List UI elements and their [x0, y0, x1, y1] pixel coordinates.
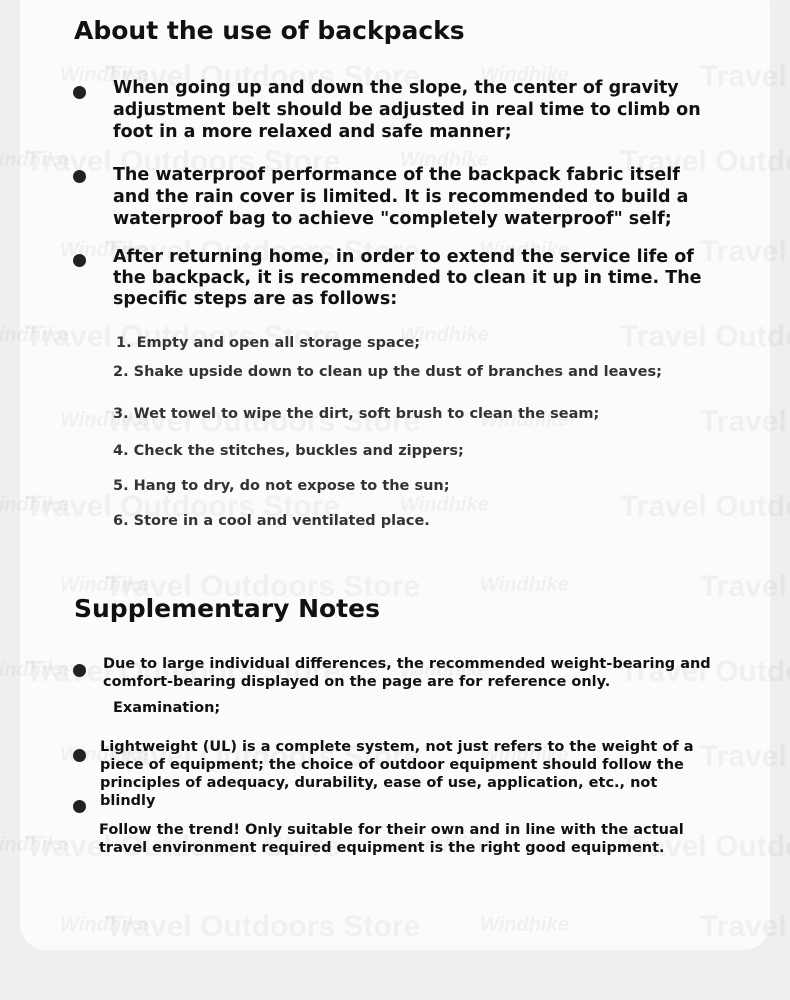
- bullet-text-slope: When going up and down the slope, the center of gravity adjustment belt should be adjusted in real time to climb on foot in a more relaxed and safe manner;: [113, 78, 701, 142]
- cleaning-step: 1. Empty and open all storage space;: [116, 335, 421, 351]
- bullet-text-waterproof: The waterproof performance of the backpack fabric itself and the rain cover is limited. It is recommended to build a waterproof bag to achieve "completely waterproof" self;: [113, 165, 689, 229]
- bullet-icon: [73, 86, 86, 99]
- cleaning-step: 5. Hang to dry, do not expose to the sun;: [113, 478, 450, 494]
- bullet-icon: [73, 749, 86, 762]
- bullet-icon: [73, 170, 86, 183]
- section-title-supplementary: Supplementary Notes: [74, 594, 380, 623]
- note-individual-differences-continued: Examination;: [113, 700, 221, 716]
- note-individual-differences: Due to large individual differences, the recommended weight-bearing and comfort-bearing displayed on the page are for reference only.: [103, 656, 711, 690]
- cleaning-step: 4. Check the stitches, buckles and zippers;: [113, 443, 464, 459]
- cleaning-step: 3. Wet towel to wipe the dirt, soft brush to clean the seam;: [113, 406, 600, 422]
- note-lightweight-system: Lightweight (UL) is a complete system, not just refers to the weight of a piece of equipment; the choice of outdoor equipment should follow the principles of adequacy, durability, ease of use, application, etc., not blindly: [100, 739, 694, 809]
- cleaning-step: 2. Shake upside down to clean up the dust of branches and leaves;: [113, 364, 662, 380]
- note-follow-trend: Follow the trend! Only suitable for their own and in line with the actual travel environment required equipment is the right good equipment.: [99, 822, 684, 856]
- section-title-backpack-use: About the use of backpacks: [74, 16, 465, 45]
- bullet-icon: [73, 254, 86, 267]
- cleaning-step: 6. Store in a cool and ventilated place.: [113, 513, 430, 529]
- bullet-text-cleaning: After returning home, in order to extend the service life of the backpack, it is recommended to clean it up in time. The specific steps are as follows:: [113, 247, 702, 309]
- bullet-icon: [73, 664, 86, 677]
- bullet-icon: [73, 800, 86, 813]
